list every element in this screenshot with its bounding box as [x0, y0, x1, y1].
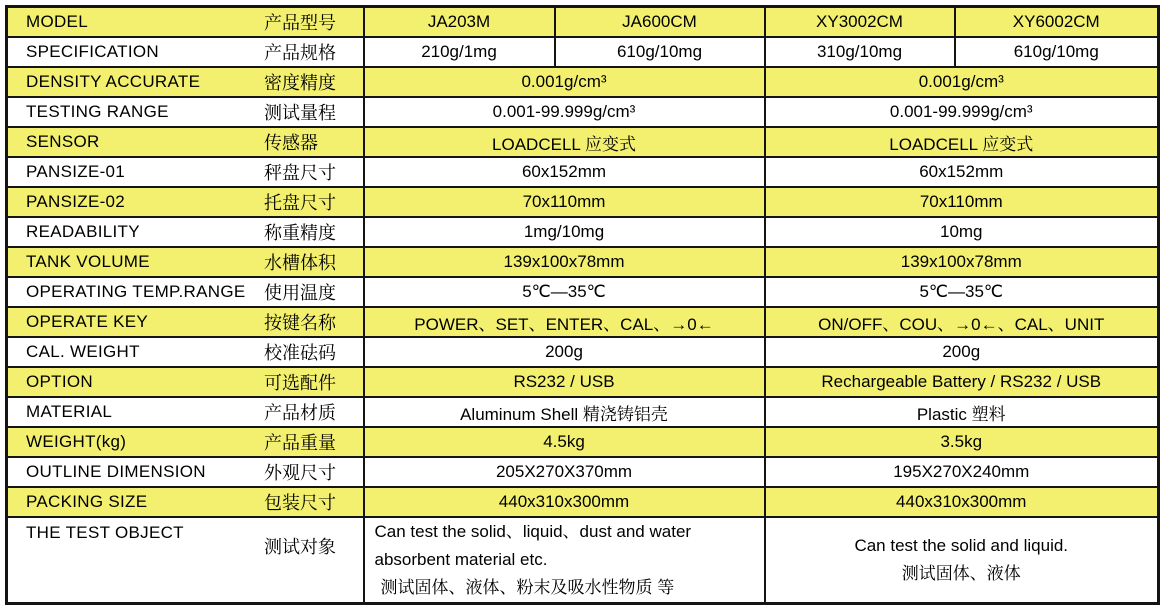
row-label-en: TANK VOLUME	[26, 252, 150, 271]
value-cell: LOADCELL 应变式	[765, 127, 1159, 157]
row-test-object	[7, 517, 1159, 604]
row-label-cell	[7, 37, 364, 67]
row-label-cell	[7, 517, 364, 604]
value-cell: JA600CM	[555, 7, 765, 38]
row-label-cell	[7, 187, 364, 217]
value-line: absorbent material etc.	[374, 550, 548, 569]
value-cell: 70x110mm	[765, 187, 1159, 217]
value-cell: 139x100x78mm	[765, 247, 1159, 277]
value-cell: 440x310x300mm	[364, 487, 765, 517]
value-cell: XY3002CM	[765, 7, 955, 38]
row-option	[7, 367, 1159, 397]
row-label-zh: 产品重量	[264, 433, 336, 453]
row-label-zh: 测试对象	[264, 537, 336, 557]
row-label-zh: 包装尺寸	[264, 493, 336, 513]
value-cell: 0.001-99.999g/cm³	[765, 97, 1159, 127]
row-specification	[7, 37, 1159, 67]
row-label-en: PANSIZE-02	[26, 192, 126, 211]
row-label-zh: 传感器	[264, 133, 318, 153]
value-cell: 310g/10mg	[765, 37, 955, 67]
row-label-zh: 按键名称	[264, 313, 336, 333]
row-label-cell	[7, 397, 364, 427]
row-label-zh: 密度精度	[264, 73, 336, 93]
value-line: Can test the solid、liquid、dust and water	[374, 522, 692, 541]
row-label-en: CAL. WEIGHT	[26, 342, 140, 361]
row-label-zh: 校准砝码	[264, 343, 336, 363]
value-cell: 70x110mm	[364, 187, 765, 217]
row-tank-volume	[7, 247, 1159, 277]
value-cell: 200g	[364, 337, 765, 367]
row-label-zh: 托盘尺寸	[264, 193, 336, 213]
value-cell: 1mg/10mg	[364, 217, 765, 247]
row-label-cell	[7, 247, 364, 277]
value-cell: 200g	[765, 337, 1159, 367]
row-label-en: OPERATING TEMP.RANGE	[26, 282, 246, 301]
row-cal-weight	[7, 337, 1159, 367]
value-cell: ON/OFF、COU、→0←、CAL、UNIT	[765, 307, 1159, 337]
row-label-en: READABILITY	[26, 222, 140, 241]
row-label-zh: 可选配件	[264, 373, 336, 393]
value-line: 测试固体、液体	[901, 564, 1021, 583]
row-outline-dimension	[7, 457, 1159, 487]
row-label-en: MATERIAL	[26, 402, 113, 421]
row-label-en: SENSOR	[26, 132, 100, 151]
row-label-zh: 产品规格	[264, 43, 336, 63]
value-line: Can test the solid and liquid.	[854, 536, 1069, 555]
row-readability	[7, 217, 1159, 247]
row-label-en: MODEL	[26, 12, 88, 31]
row-label-cell	[7, 157, 364, 187]
value-cell: Plastic 塑料	[765, 397, 1159, 427]
row-label-cell	[7, 217, 364, 247]
value-cell: 0.001-99.999g/cm³	[364, 97, 765, 127]
value-cell: 4.5kg	[364, 427, 765, 457]
row-label-zh: 使用温度	[264, 283, 336, 303]
row-label-en: OPTION	[26, 372, 93, 391]
row-label-zh: 外观尺寸	[264, 463, 336, 483]
spec-table	[5, 5, 1160, 605]
value-cell: JA203M	[364, 7, 555, 38]
value-cell: XY6002CM	[955, 7, 1159, 38]
row-testing-range	[7, 97, 1159, 127]
row-label-en: DENSITY ACCURATE	[26, 72, 201, 91]
value-cell: Rechargeable Battery / RS232 / USB	[765, 367, 1159, 397]
row-label-en: OPERATE KEY	[26, 312, 149, 331]
value-cell: 60x152mm	[364, 157, 765, 187]
value-cell: 195X270X240mm	[765, 457, 1159, 487]
value-cell: RS232 / USB	[364, 367, 765, 397]
row-label-cell	[7, 277, 364, 307]
value-cell: 0.001g/cm³	[364, 67, 765, 97]
row-packing-size	[7, 487, 1159, 517]
value-line: 测试固体、液体、粉末及吸水性物质 等	[380, 578, 675, 597]
row-label-cell	[7, 97, 364, 127]
value-cell: 5℃—35℃	[364, 277, 765, 307]
row-label-zh: 测试量程	[264, 103, 336, 123]
value-cell: 10mg	[765, 217, 1159, 247]
value-cell: 210g/1mg	[364, 37, 555, 67]
value-cell: 60x152mm	[765, 157, 1159, 187]
row-label-zh: 称重精度	[264, 223, 336, 243]
value-cell: POWER、SET、ENTER、CAL、→0←	[364, 307, 765, 337]
row-label-cell	[7, 427, 364, 457]
row-operate-key	[7, 307, 1159, 337]
value-cell	[364, 517, 765, 604]
value-cell: 205X270X370mm	[364, 457, 765, 487]
row-density-accurate	[7, 67, 1159, 97]
row-operating-temp-range	[7, 277, 1159, 307]
row-label-cell	[7, 127, 364, 157]
value-cell	[765, 517, 1159, 604]
row-label-en: OUTLINE DIMENSION	[26, 462, 206, 481]
value-cell: 610g/10mg	[955, 37, 1159, 67]
value-cell: Aluminum Shell 精浇铸铝壳	[364, 397, 765, 427]
value-cell: 610g/10mg	[555, 37, 765, 67]
row-label-cell	[7, 487, 364, 517]
row-label-zh: 产品型号	[264, 13, 336, 33]
row-label-en: SPECIFICATION	[26, 42, 159, 61]
row-pansize-02	[7, 187, 1159, 217]
row-label-cell	[7, 67, 364, 97]
row-label-en: PACKING SIZE	[26, 492, 148, 511]
row-label-zh: 产品材质	[264, 403, 336, 423]
value-cell: 139x100x78mm	[364, 247, 765, 277]
row-label-cell	[7, 457, 364, 487]
row-label-en: WEIGHT(kg)	[26, 432, 127, 451]
row-material	[7, 397, 1159, 427]
value-cell: 0.001g/cm³	[765, 67, 1159, 97]
value-cell: LOADCELL 应变式	[364, 127, 765, 157]
row-model	[7, 7, 1159, 38]
row-label-en: THE TEST OBJECT	[26, 523, 184, 542]
value-cell: 440x310x300mm	[765, 487, 1159, 517]
row-pansize-01	[7, 157, 1159, 187]
row-weight-kg	[7, 427, 1159, 457]
row-label-zh: 秤盘尺寸	[264, 163, 336, 183]
value-cell: 3.5kg	[765, 427, 1159, 457]
row-label-en: TESTING RANGE	[26, 102, 169, 121]
row-label-cell	[7, 367, 364, 397]
value-cell: 5℃—35℃	[765, 277, 1159, 307]
row-label-cell	[7, 7, 364, 38]
row-label-cell	[7, 337, 364, 367]
row-label-cell	[7, 307, 364, 337]
row-label-zh: 水槽体积	[264, 253, 336, 273]
row-sensor	[7, 127, 1159, 157]
row-label-en: PANSIZE-01	[26, 162, 126, 181]
